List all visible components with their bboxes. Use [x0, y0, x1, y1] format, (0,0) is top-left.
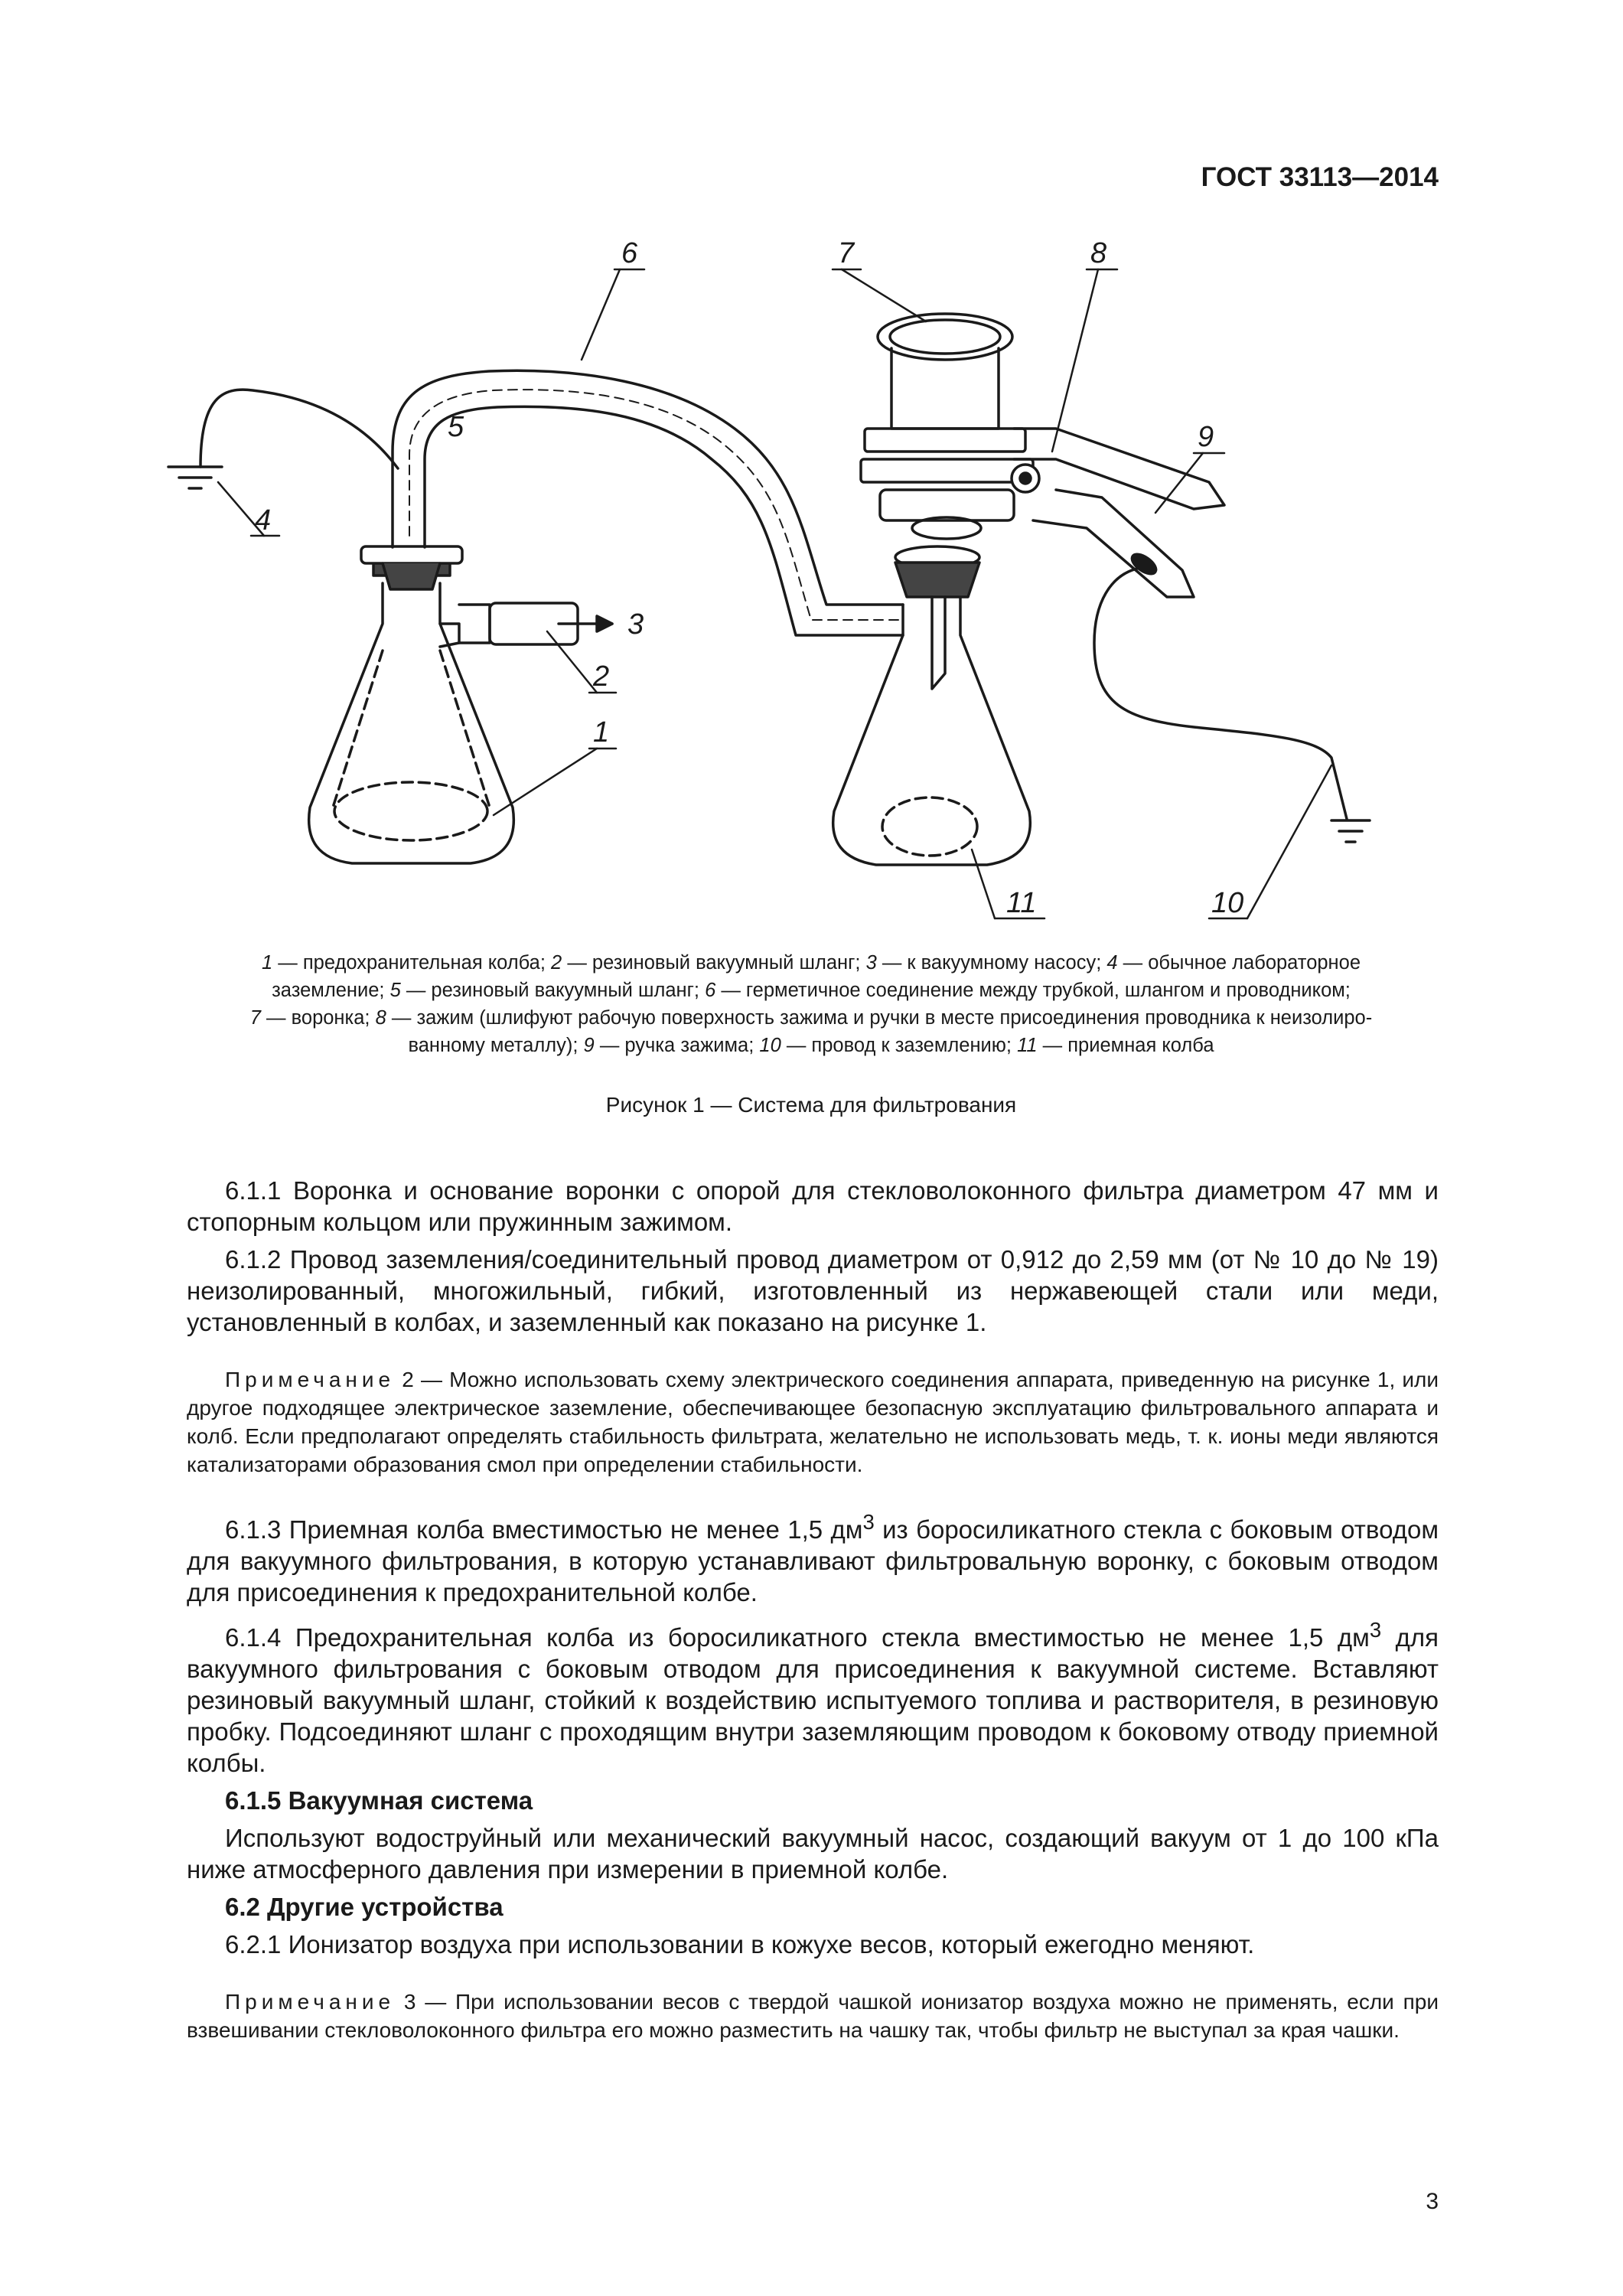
paragraph-6-1-1: 6.1.1 Воронка и основание воронки с опорой для стекловолоконного фильтра диаметром 47 мм и стопорным кольцом или пружинным зажимом. — [187, 1176, 1439, 1236]
legend-line-4: ванному металлу); 9 — ручка зажима; 10 — провод к заземлению; 11 — приемная колба — [408, 1035, 1214, 1056]
page-number: 3 — [1426, 2189, 1439, 2214]
heading-6-2: 6.2 Другие устройства — [225, 1893, 504, 1921]
callout-11: 11 — [1006, 887, 1037, 919]
note-2-label: Примечание — [225, 1368, 396, 1391]
callout-5: 5 — [448, 411, 464, 443]
callout-2: 2 — [593, 660, 610, 693]
filter-funnel — [861, 314, 1033, 539]
note-2-text: 2 — Можно использовать схему электрического соединения аппарата, приведенную на рисунке 1, или другое подходящее электрическое заземление, обеспечивающее безопасную эксплуатацию фильтровального аппарата и колб. Если предполагают определять стабильность фильтрата, желательно не использовать медь, т. к. ионы меди являются катализаторами образования смол при определении стабильности. — [187, 1368, 1439, 1476]
figure-callouts — [218, 237, 1331, 919]
legend-line-1: 1 — предохранительная колба; 2 — резиновый вакуумный шланг; 3 — к вакуумному насосу; 4 — обычное лабораторное — [261, 952, 1361, 974]
callout-3: 3 — [627, 608, 644, 641]
paragraph-6-2-1: 6.2.1 Ионизатор воздуха при использовании в кожухе весов, который ежегодно меняют. — [225, 1930, 1255, 1958]
filtration-system-figure — [165, 222, 1458, 957]
callout-4: 4 — [255, 504, 272, 536]
paragraph-6-1-2: 6.1.2 Провод заземления/соединительный провод диаметром от 0,912 до 2,59 мм (от № 10 до № 19) неизолированный, многожильный, гибкий, изготовленный из нержавеющей стали или меди, установленный в колбах, и заземленный как показано на рисунке 1. — [187, 1245, 1439, 1336]
document-body — [187, 1175, 1439, 2044]
note-3-text: 3 — При использовании весов с твердой чашкой ионизатор воздуха можно не применять, если при взвешивании стекловолоконного фильтра его можно разместить на чашку так, чтобы фильтр не выступал за края чашки. — [187, 1990, 1439, 2042]
ground-wire-right — [1094, 568, 1347, 819]
legend-line-2: заземление; 5 — резиновый вакуумный шланг; 6 — герметичное соединение между трубкой, шлангом и проводником; — [272, 980, 1351, 1001]
callout-1: 1 — [593, 716, 610, 748]
side-arm-hose — [459, 603, 612, 644]
figure-caption: Рисунок 1 — Система для фильтрования — [605, 1093, 1017, 1117]
heading-6-1-5: 6.1.5 Вакуумная система — [225, 1786, 533, 1815]
safety-flask — [309, 583, 514, 863]
legend-line-3: 7 — воронка; 8 — зажим (шлифуют рабочую поверхность зажима и ручки в месте присоединения проводника к неизолиро- — [249, 1007, 1373, 1029]
safety-flask-stopper — [361, 546, 462, 589]
document-header: ГОСТ 33113—2014 — [1201, 162, 1439, 192]
paragraph-6-1-5: Используют водоструйный или механический вакуумный насос, создающий вакуум от 1 до 100 кПа ниже атмосферного давления при измерении в приемной колбе. — [187, 1824, 1439, 1883]
callout-7: 7 — [838, 237, 855, 269]
callout-6: 6 — [621, 237, 638, 269]
paragraph-6-1-4: 6.1.4 Предохранительная колба из боросиликатного стекла вместимостью не менее 1,5 $дм^3$ для вакуумного фильтрования с боковым отводом для присоединения к вакуумной системе. Вставляют резиновый вакуумный шланг, стойкий к воздействию испытуемого топлива и растворителя, в резиновую пробку. Подсоединяют шланг с проходящим внутри заземляющим проводом к боковому отводу приемной колбы. — [187, 1618, 1439, 1777]
note-3-label: Примечание — [225, 1990, 396, 2014]
ground-wire-left — [200, 390, 398, 468]
ground-symbol-right — [1331, 820, 1370, 842]
figure-legend — [165, 949, 1458, 1059]
vacuum-hose-5-6 — [393, 370, 903, 635]
note-3 — [187, 1988, 1439, 2044]
paragraph-6-1-3: 6.1.3 Приемная колба вместимостью не менее 1,5 $дм^3$ из боросиликатного стекла с боковым отводом для вакуумного фильтрования, в которую устанавливают фильтровальную воронку, с боковым отводом для присоединения к предохранительной колбе. — [187, 1510, 1439, 1606]
callout-10: 10 — [1211, 887, 1244, 919]
ground-symbol-left — [168, 467, 222, 488]
note-2 — [187, 1365, 1439, 1479]
callout-9: 9 — [1198, 421, 1214, 453]
clamp-and-handle — [1012, 429, 1224, 597]
receiving-flask-stopper — [895, 546, 979, 689]
callout-8: 8 — [1090, 237, 1107, 269]
